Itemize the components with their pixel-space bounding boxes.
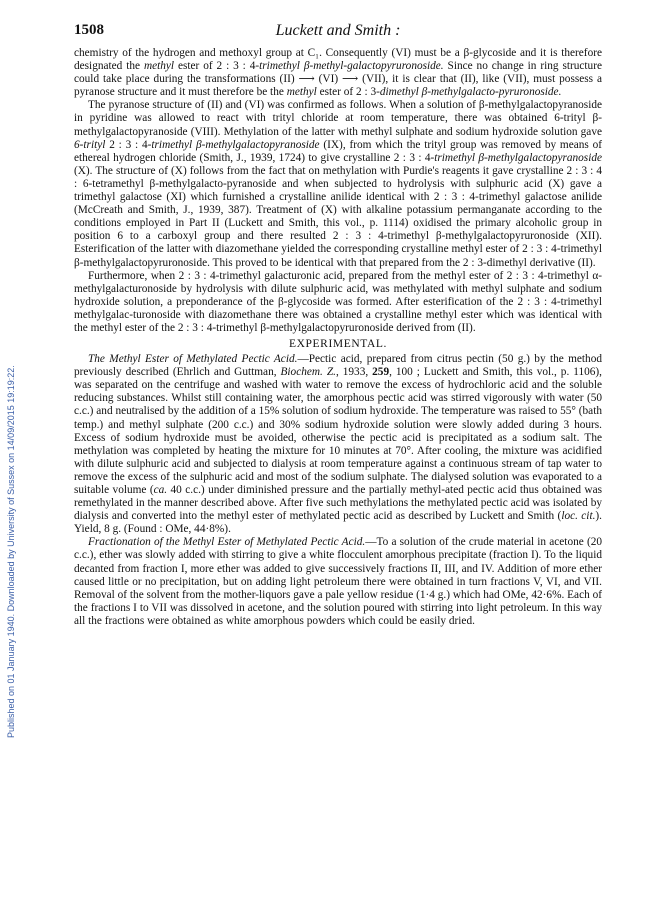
- paragraph-2: [74, 99, 602, 269]
- p1-text-1: chemistry of the hydrogen and methoxyl group at C₁. Consequently (VI) must be a β-glycoside and it is therefore designated the: [74, 47, 602, 73]
- paragraph-1: [74, 47, 602, 99]
- p2-text-4: (X). The structure of (X) follows from the fact that on methylation with Purdie's reagents it gave crystalline 2 : 3 : 4 : 6-tetramethyl β-methylgalacto-pyranoside and when subjected to hydrolysis with sulphuric acid (X) gave a trimethyl galactose (XI) which furnished a crystalline anilide identical with 2 : 3 : 4-trimethyl galactose anilide (McCreath and Smith, J., 1939, 387). Treatment of (X) with alkaline potassium permanganate according to the conditions employed in Part II (Luckett and Smith, this vol., p. 1114) oxidised the primary alcoholic group in position 6 to a carboxyl group and there resulted 2 : 3 : 4-trimethyl β-methylgalactopyruronoside (XII). Esterification of the latter with diazomethane yielded the corresponding crystalline methyl ester of 2 : 3 : 4-trimethyl β-methylgalactopyruronoside. This proved to be identical with that prepared from the 2 : 3-dimethyl derivative (II).: [74, 164, 602, 269]
- p5-heading: Fractionation of the Methyl Ester of Methylated Pectic Acid.: [88, 536, 366, 549]
- p4-text-3: , 100 ; Luckett and Smith, this vol., p. 1106), was separated on the centrifuge and washed with water to remove the excess of hydrochloric acid and the soluble reducing substances. Whilst still containing water, the amorphous pectic acid was stirred vigorously with water (50 c.c.) and neutralised by the addition of a 15% solution of sodium hydroxide. The temperature was raised to 55° (bath temp.) and methyl sulphate (200 c.c.) and 30% sodium hydroxide solution were slowly added during 3 hours. Excess of sodium hydroxide must be avoided, otherwise the pectic acid is precipitated as a sodium salt. The methylation was completed by heating the mixture for 10 minutes at 70°. After cooling, the mixture was acidified with dilute sulphuric acid and subjected to dialysis at room temperature against a continuous stream of tap water to remove the excess of the sulphuric acid and most of the sodium sulphate. The dialysed solution was evaporated to a suitable volume (: [74, 366, 603, 496]
- p4-text-4: 40 c.c.) under diminished pressure and the partially methyl-ated pectic acid thus obtained was remethylated in the manner described above. After five such methylations the methylated pectic acid was isolated by dialysis and converted into the methyl ester of methylated pectic acid as described by Luckett and Smith (: [74, 484, 603, 523]
- p1-text-2: ester of 2 : 3 : 4-: [174, 60, 260, 73]
- download-notice-text: Published on 01 January 1940. Downloaded by University of Sussex on 14/09/2015 19:19:22.: [6, 365, 16, 738]
- p5-text-1: —To a solution of the crude material in acetone (20 c.c.), ether was slowly added with stirring to give a white flocculent amorphous precipitate (fraction I). To the liquid decanted from fraction I, more ether was added to give successively fractions II, III, and IV. Addition of more ether caused little or no precipitation, but on adding light petroleum there were obtained in turn fractions V, VI, and VII. Removal of the solvent from the mother-liquors gave a pale yellow residue (1·4 g.) which had OMe, 42·6%. Each of the fractions I to VII was dissolved in acetone, and the solution poured with stirring into light petroleum. In this way all the fractions were obtained as white amorphous powders which could be easily dried.: [74, 536, 603, 627]
- paragraph-4: [74, 353, 602, 536]
- p1-italic-4: dimethyl β-methylgalacto-pyruronoside.: [379, 86, 562, 99]
- p1-italic-1: methyl: [143, 60, 175, 73]
- article-body: [74, 47, 602, 628]
- running-head: Luckett and Smith :: [275, 22, 401, 39]
- p4-journal: Biochem. Z.: [280, 366, 336, 379]
- p4-text-2: , 1933,: [335, 366, 373, 379]
- p1-text-3: Since no change in ring structure could take place during the transformations (II) ⟶ (VI) ⟶ (VII), it is clear that (II), like (VII), must possess a pyranose structure and it must therefore be the: [74, 60, 602, 99]
- page-header: [74, 22, 602, 44]
- p4-heading: The Methyl Ester of Methylated Pectic Acid.: [88, 353, 298, 366]
- p1-italic-3: methyl: [286, 86, 317, 99]
- p4-ca: ca.: [153, 484, 168, 496]
- p4-text-5: ). Yield, 8 g. (Found : OMe, 44·8%).: [74, 510, 602, 536]
- page-number: 1508: [74, 22, 104, 38]
- download-notice: [6, 178, 20, 738]
- p1-text-4: ester of 2 : 3-: [316, 86, 380, 99]
- p4-volume: 259: [372, 366, 390, 379]
- paragraph-3: Furthermore, when 2 : 3 : 4-trimethyl galacturonic acid, prepared from the methyl ester of 2 : 3 : 4-trimethyl α-methylgalacturonoside by hydrolysis with dilute sulphuric acid, was methylated with methyl sulphate and sodium hydroxide solution, a preponderance of the β-glycoside was formed. After esterification of the 2 : 3 : 4-trimethyl methylgalac-turonoside with diazomethane there was obtained a crystalline methyl ester which was identical with the methyl ester of the 2 : 3 : 4-trimethyl β-methylgalactopyruronoside derived from (II).: [74, 269, 602, 334]
- section-heading-experimental: EXPERIMENTAL.: [289, 338, 387, 351]
- p4-loc-cit: loc. cit.: [561, 510, 596, 523]
- p2-italic-3: trimethyl β-methylgalactopyranoside: [434, 151, 602, 164]
- p2-text-3: (IX), from which the trityl group was removed by means of ethereal hydrogen chloride (Smith, J., 1939, 1724) to give crystalline 2 : 3 : 4-: [74, 138, 603, 164]
- paragraph-5: [74, 536, 602, 628]
- p1-italic-2: trimethyl β-methyl-galactopyruronoside.: [259, 60, 444, 73]
- p2-italic-1: 6-trityl: [74, 138, 106, 151]
- p4-text-1: —Pectic acid, prepared from citrus pectin (50 g.) by the method previously described (Ehrlich and Guttman,: [74, 353, 602, 379]
- p2-text-2: 2 : 3 : 4-: [105, 138, 152, 151]
- p2-text-1: The pyranose structure of (II) and (VI) was confirmed as follows. When a solution of β-methylgalactopyranoside in pyridine was allowed to react with trityl chloride at room temperature, there was obtained 6-trityl β-methylgalactopyranoside (VIII). Methylation of the latter with methyl sulphate and sodium hydroxide solution gave: [74, 99, 602, 138]
- p2-italic-2: trimethyl β-methylgalactopyranoside: [151, 138, 320, 151]
